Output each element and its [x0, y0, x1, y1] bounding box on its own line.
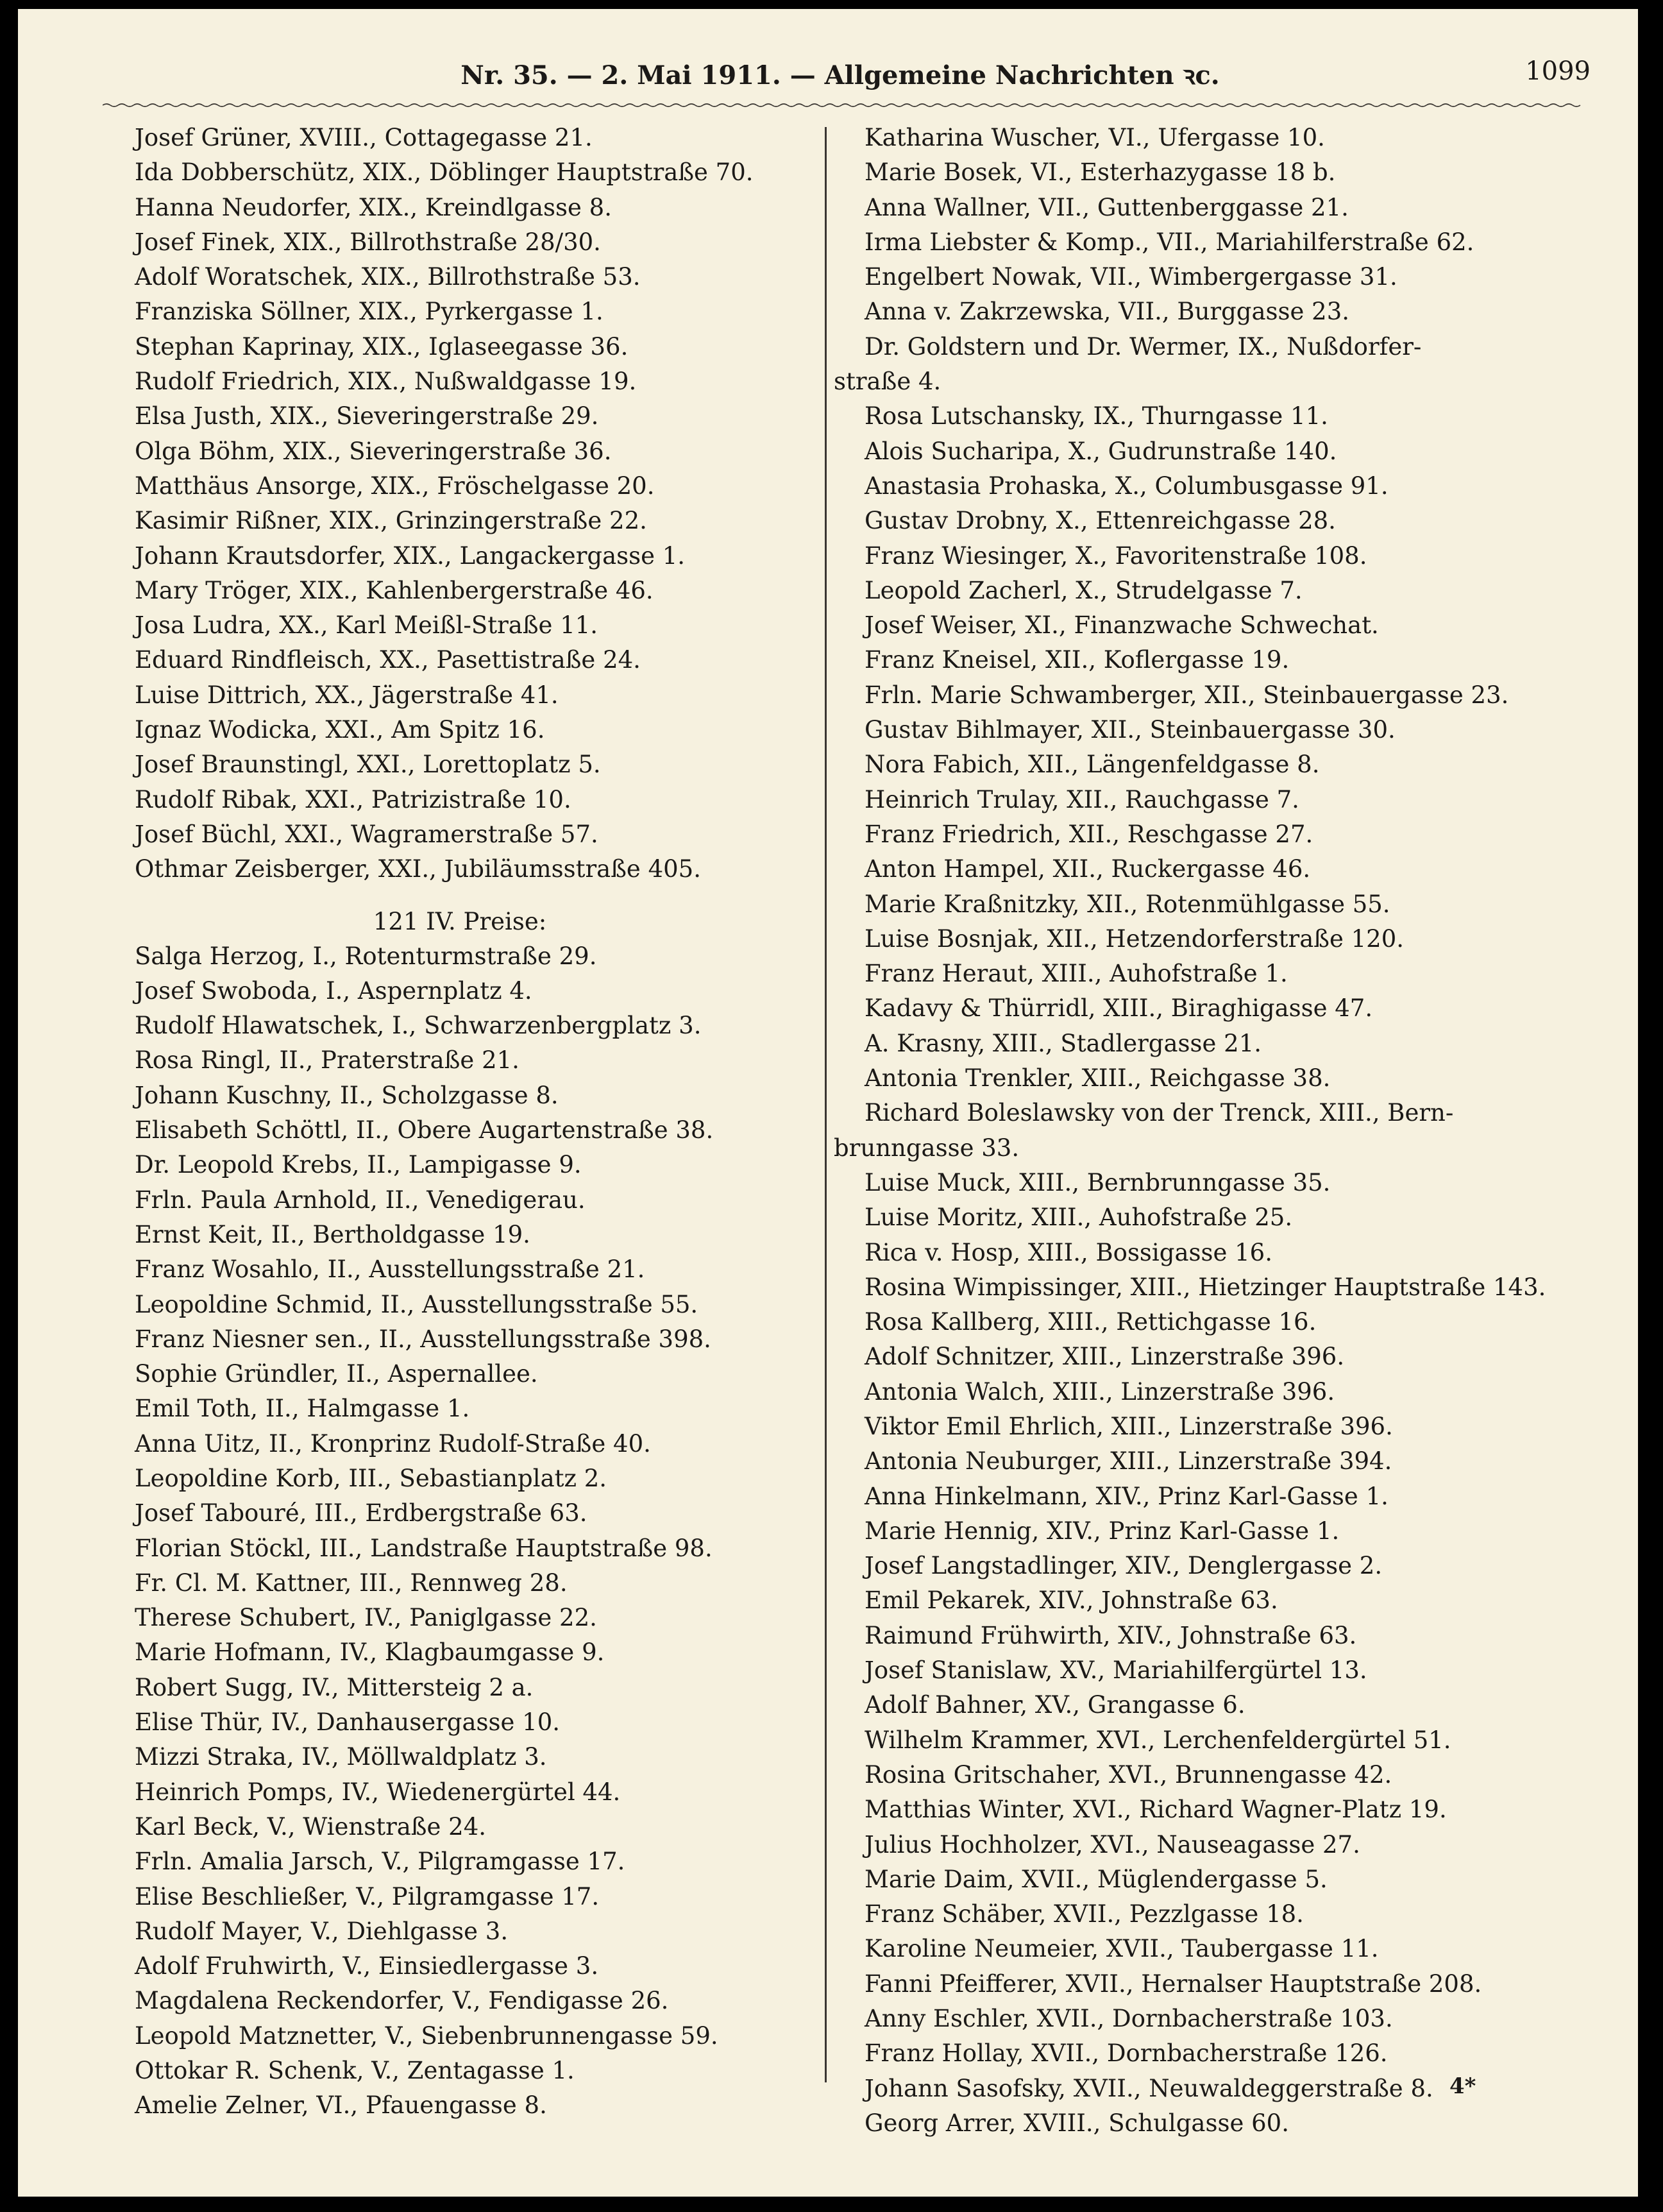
list-item: Elsa Justh, XIX., Sieveringerstraße 29.	[135, 402, 599, 430]
header-title: Nr. 35. — 2. Mai 1911. — Allgemeine Nachrichten ꝛc.	[460, 60, 1220, 90]
list-item: Adolf Woratschek, XIX., Billrothstraße 53.	[135, 263, 641, 291]
list-item: Josef Weiser, XI., Finanzwache Schwechat.	[865, 611, 1379, 640]
list-item: Frln. Paula Arnhold, II., Venedigerau.	[135, 1186, 586, 1214]
list-item: Rica v. Hosp, XIII., Bossigasse 16.	[865, 1238, 1272, 1266]
list-item: Eduard Rindfleisch, XX., Pasettistraße 24.	[135, 646, 641, 674]
list-item: Matthias Winter, XVI., Richard Wagner-Platz 19.	[865, 1796, 1447, 1824]
list-item: Florian Stöckl, III., Landstraße Hauptstraße 98.	[135, 1534, 713, 1562]
list-item: Josef Langstadlinger, XIV., Denglergasse 2.	[865, 1552, 1383, 1580]
prize-list-iv	[104, 939, 816, 2123]
list-item: Rosina Gritschaher, XVI., Brunnengasse 42.	[865, 1760, 1392, 1789]
list-item: Franz Wiesinger, X., Favoritenstraße 108.	[865, 541, 1367, 570]
list-item: Olga Böhm, XIX., Sieveringerstraße 36.	[135, 437, 612, 465]
list-item: Josef Tabouré, III., Erdbergstraße 63.	[135, 1499, 587, 1527]
page-number: 1099	[1525, 56, 1591, 86]
signature-mark: 4*	[1449, 2073, 1476, 2099]
list-item: Emil Toth, II., Halmgasse 1.	[135, 1395, 470, 1423]
list-item: Anny Eschler, XVII., Dornbacherstraße 103.	[865, 2005, 1393, 2033]
header-wavy-rule	[103, 103, 1584, 108]
list-item: straße 4.	[834, 368, 941, 396]
list-item: Gustav Bihlmayer, XII., Steinbauergasse 30.	[865, 716, 1396, 744]
list-item: Rudolf Mayer, V., Diehlgasse 3.	[135, 1917, 509, 1945]
list-item: Anna Wallner, VII., Guttenberggasse 21.	[865, 193, 1349, 221]
list-item: Adolf Schnitzer, XIII., Linzerstraße 396.	[865, 1343, 1345, 1371]
list-item: Josef Braunstingl, XXI., Lorettoplatz 5.	[135, 751, 601, 779]
list-item: Therese Schubert, IV., Paniglgasse 22.	[135, 1604, 597, 1632]
list-item: Richard Boleslawsky von der Trenck, XIII., Bern-	[865, 1099, 1454, 1127]
list-item: Rosa Lutschansky, IX., Thurngasse 11.	[865, 402, 1328, 430]
list-item: Rudolf Friedrich, XIX., Nußwaldgasse 19.	[135, 368, 637, 396]
list-item: Heinrich Trulay, XII., Rauchgasse 7.	[865, 785, 1299, 813]
list-item: Leopold Matznetter, V., Siebenbrunnengasse 59.	[135, 2021, 718, 2050]
list-item: Franz Hollay, XVII., Dornbacherstraße 126.	[865, 2039, 1388, 2068]
list-item: Antonia Neuburger, XIII., Linzerstraße 394.	[865, 1447, 1392, 1476]
list-item: Julius Hochholzer, XVI., Nauseagasse 27.	[865, 1830, 1360, 1859]
list-item: Franz Heraut, XIII., Auhofstraße 1.	[865, 960, 1288, 988]
list-item: Amelie Zelner, VI., Pfauengasse 8.	[135, 2091, 547, 2120]
right-column	[834, 121, 1603, 2141]
list-item: Franz Friedrich, XII., Reschgasse 27.	[865, 820, 1313, 848]
list-item: Kasimir Rißner, XIX., Grinzingerstraße 22.	[135, 507, 647, 535]
list-item: Marie Bosek, VI., Esterhazygasse 18 b.	[865, 158, 1336, 187]
list-item: Rosa Kallberg, XIII., Rettichgasse 16.	[865, 1308, 1317, 1336]
list-item: Stephan Kaprinay, XIX., Iglaseegasse 36.	[135, 332, 629, 361]
list-item: Salga Herzog, I., Rotenturmstraße 29.	[135, 942, 597, 970]
list-item: Josef Swoboda, I., Aspernplatz 4.	[135, 976, 532, 1005]
list-item: Leopoldine Schmid, II., Ausstellungsstraße 55.	[135, 1290, 698, 1318]
section-heading: 121 IV. Preise:	[373, 907, 547, 935]
list-item: Marie Hennig, XIV., Prinz Karl-Gasse 1.	[865, 1517, 1340, 1545]
left-column	[104, 121, 816, 2123]
list-item: Josef Finek, XIX., Billrothstraße 28/30.	[135, 228, 601, 256]
list-item: Rosina Wimpissinger, XIII., Hietzinger Hauptstraße 143.	[865, 1273, 1546, 1301]
list-item: Johann Krautsdorfer, XIX., Langackergasse 1.	[135, 541, 686, 570]
list-item: Luise Moritz, XIII., Auhofstraße 25.	[865, 1204, 1293, 1232]
list-item: Kadavy & Thürridl, XIII., Biraghigasse 47.	[865, 994, 1373, 1023]
list-item: Matthäus Ansorge, XIX., Fröschelgasse 20.	[135, 472, 655, 500]
column-divider	[825, 127, 827, 2082]
list-item: Franz Niesner sen., II., Ausstellungsstraße 398.	[135, 1325, 711, 1353]
list-item: Rudolf Ribak, XXI., Patrizistraße 10.	[135, 785, 571, 813]
list-item: brunngasse 33.	[834, 1134, 1020, 1162]
list-item: Engelbert Nowak, VII., Wimbergergasse 31.	[865, 263, 1397, 291]
list-item: Robert Sugg, IV., Mittersteig 2 a.	[135, 1673, 534, 1701]
list-item: Adolf Bahner, XV., Grangasse 6.	[865, 1691, 1245, 1719]
list-item: Raimund Frühwirth, XIV., Johnstraße 63.	[865, 1621, 1357, 1649]
list-item: Josa Ludra, XX., Karl Meißl-Straße 11.	[135, 611, 598, 640]
list-item: Ida Dobberschütz, XIX., Döblinger Hauptstraße 70.	[135, 158, 754, 187]
list-item: Rudolf Hlawatschek, I., Schwarzenbergplatz 3.	[135, 1012, 702, 1040]
list-item: Leopold Zacherl, X., Strudelgasse 7.	[865, 576, 1303, 604]
list-item: Johann Sasofsky, XVII., Neuwaldeggerstraße 8.	[865, 2074, 1433, 2102]
list-item: Ernst Keit, II., Bertholdgasse 19.	[135, 1220, 530, 1248]
list-item: Adolf Fruhwirth, V., Einsiedlergasse 3.	[135, 1952, 599, 1980]
list-item: Anna Uitz, II., Kronprinz Rudolf-Straße 40.	[135, 1429, 651, 1458]
list-item: Alois Sucharipa, X., Gudrunstraße 140.	[865, 437, 1337, 465]
list-item: Elise Beschließer, V., Pilgramgasse 17.	[135, 1882, 600, 1910]
list-item: Anna v. Zakrzewska, VII., Burggasse 23.	[865, 298, 1350, 326]
list-item: Leopoldine Korb, III., Sebastianplatz 2.	[135, 1464, 607, 1492]
list-item: Antonia Trenkler, XIII., Reichgasse 38.	[865, 1064, 1331, 1093]
list-item: Katharina Wuscher, VI., Ufergasse 10.	[865, 124, 1325, 151]
list-item: A. Krasny, XIII., Stadlergasse 21.	[865, 1029, 1262, 1057]
list-item: Anastasia Prohaska, X., Columbusgasse 91.	[865, 472, 1389, 500]
list-item: Luise Bosnjak, XII., Hetzendorferstraße 120.	[865, 924, 1405, 953]
list-item: Rosa Ringl, II., Praterstraße 21.	[135, 1046, 519, 1075]
list-item: Dr. Goldstern und Dr. Wermer, IX., Nußdorfer-	[865, 332, 1422, 361]
list-item: Othmar Zeisberger, XXI., Jubiläumsstraße 405.	[135, 855, 701, 883]
list-item: Franziska Söllner, XIX., Pyrkergasse 1.	[135, 298, 604, 326]
list-item: Dr. Leopold Krebs, II., Lampigasse 9.	[135, 1151, 582, 1179]
list-item: Irma Liebster & Komp., VII., Mariahilferstraße 62.	[865, 228, 1474, 256]
list-item: Franz Kneisel, XII., Koflergasse 19.	[865, 646, 1290, 674]
list-item: Luise Dittrich, XX., Jägerstraße 41.	[135, 681, 559, 709]
list-item: Antonia Walch, XIII., Linzerstraße 396.	[865, 1377, 1335, 1406]
list-item: Magdalena Reckendorfer, V., Fendigasse 26.	[135, 1987, 669, 2015]
list-item: Karoline Neumeier, XVII., Taubergasse 11.	[865, 1935, 1379, 1963]
list-item: Josef Büchl, XXI., Wagramerstraße 57.	[135, 820, 598, 848]
list-item: Josef Stanislaw, XV., Mariahilfergürtel 13.	[865, 1656, 1367, 1685]
list-item: Frln. Marie Schwamberger, XII., Steinbauergasse 23.	[865, 681, 1509, 709]
list-item: Luise Muck, XIII., Bernbrunngasse 35.	[865, 1168, 1331, 1196]
list-item: Georg Arrer, XVIII., Schulgasse 60.	[865, 2109, 1289, 2137]
list-item: Sophie Gründler, II., Aspernallee.	[135, 1360, 538, 1388]
list-item: Marie Hofmann, IV., Klagbaumgasse 9.	[135, 1638, 605, 1667]
list-item: Heinrich Pomps, IV., Wiedenergürtel 44.	[135, 1778, 621, 1806]
list-item: Franz Wosahlo, II., Ausstellungsstraße 21.	[135, 1255, 645, 1284]
list-item: Hanna Neudorfer, XIX., Kreindlgasse 8.	[135, 193, 612, 221]
list-item: Karl Beck, V., Wienstraße 24.	[135, 1812, 487, 1841]
list-item: Marie Daim, XVII., Müglendergasse 5.	[865, 1865, 1328, 1893]
list-item: Mizzi Straka, IV., Möllwaldplatz 3.	[135, 1743, 547, 1771]
list-item: Elisabeth Schöttl, II., Obere Augartenstraße 38.	[135, 1116, 714, 1144]
prize-list-continued	[104, 121, 816, 887]
list-item: Emil Pekarek, XIV., Johnstraße 63.	[865, 1587, 1278, 1615]
list-item: Nora Fabich, XII., Längenfeldgasse 8.	[865, 751, 1320, 779]
list-item: Fanni Pfeifferer, XVII., Hernalser Hauptstraße 208.	[865, 1970, 1482, 1998]
list-item: Ottokar R. Schenk, V., Zentagasse 1.	[135, 2057, 575, 2085]
list-item: Mary Tröger, XIX., Kahlenbergerstraße 46.	[135, 576, 654, 604]
list-item: Marie Kraßnitzky, XII., Rotenmühlgasse 55.	[865, 890, 1390, 918]
list-item: Frln. Amalia Jarsch, V., Pilgramgasse 17.	[135, 1848, 625, 1876]
page-header	[90, 56, 1591, 101]
list-item: Anton Hampel, XII., Ruckergasse 46.	[865, 855, 1311, 883]
list-item: Franz Schäber, XVII., Pezzlgasse 18.	[865, 1900, 1304, 1928]
list-item: Ignaz Wodicka, XXI., Am Spitz 16.	[135, 716, 545, 744]
list-item: Viktor Emil Ehrlich, XIII., Linzerstraße 396.	[865, 1412, 1393, 1440]
list-item: Wilhelm Krammer, XVI., Lerchenfeldergürtel 51.	[865, 1726, 1451, 1754]
list-item: Elise Thür, IV., Danhausergasse 10.	[135, 1708, 561, 1737]
list-item: Josef Grüner, XVIII., Cottagegasse 21.	[135, 124, 593, 151]
list-item: Gustav Drobny, X., Ettenreichgasse 28.	[865, 507, 1336, 535]
list-item: Anna Hinkelmann, XIV., Prinz Karl-Gasse 1.	[865, 1482, 1389, 1510]
list-item: Fr. Cl. M. Kattner, III., Rennweg 28.	[135, 1569, 568, 1597]
list-item: Johann Kuschny, II., Scholzgasse 8.	[135, 1081, 559, 1109]
